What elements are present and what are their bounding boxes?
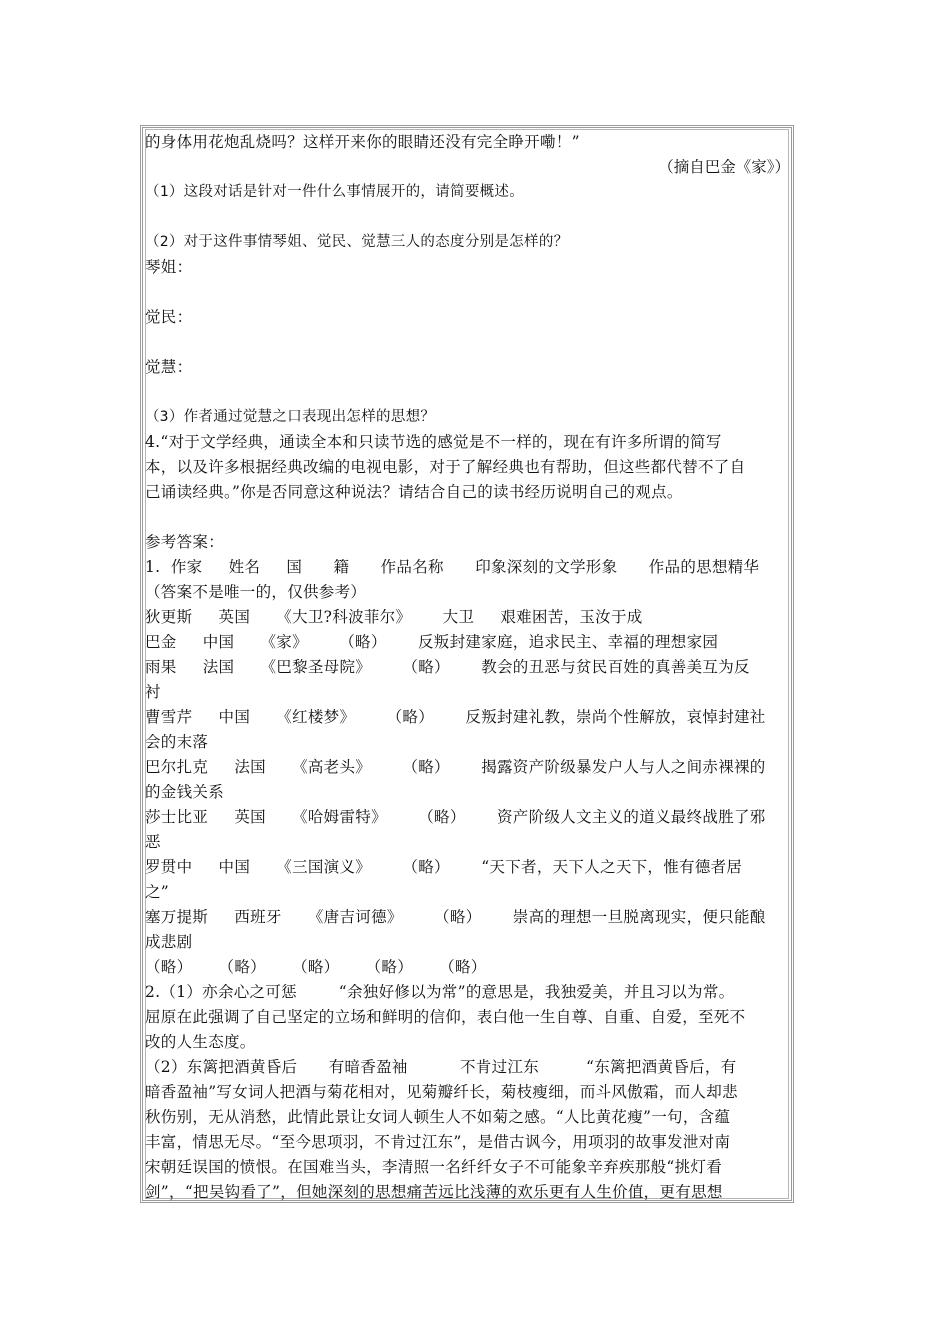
question-4-line: 本，以及许多根据经典改编的电视电影，对于了解经典也有帮助，但这些都代替不了自 (145, 458, 746, 476)
answer-2-line: （2）东篱把酒黄昏后 有暗香盈袖 不肯过江东 “东篱把酒黄昏后，有 (145, 1058, 737, 1076)
answer-note: （答案不是唯一的，仅供参考） (145, 583, 367, 601)
answer-2-line: 暗香盈袖”写女词人把酒与菊花相对，见菊瓣纤长，菊枝瘦细，而斗风傲霜，而人却悲 (145, 1083, 738, 1101)
answer-row: 雨果 法国 《巴黎圣母院》 （略） 教会的丑恶与贫民百姓的真善美互为反 (145, 658, 750, 676)
answer-2-line: 2.（1）亦余心之可惩 “余独好修以为常”的意思是，我独爱美，并且习以为常。 (145, 983, 735, 1001)
answer-row: 莎士比亚 英国 《哈姆雷特》 （略） 资产阶级人文主义的道义最终战胜了邪 (145, 808, 766, 826)
answer-2-line: 秋伤别，无从消愁，此情此景让女词人顿生人不如菊之感。“人比黄花瘦”一句，含蕴 (145, 1108, 731, 1126)
answer-2-line: 宋朝廷误国的愤恨。在国难当头，李清照一名纤纤女子不可能象辛弃疾那般“挑灯看 (145, 1158, 723, 1176)
answer-row-cont: 的金钱关系 (145, 783, 225, 801)
source-citation: （摘自巴金《家》） (658, 158, 790, 176)
answer-row: 罗贯中 中国 《三国演义》 （略） “天下者，天下人之天下，惟有德者居 (145, 858, 743, 876)
question-3: （3）作者通过觉慧之口表现出怎样的思想？ (145, 409, 436, 425)
answer-row: 巴金 中国 《家》 （略） 反叛封建家庭，追求民主、幸福的理想家园 (145, 633, 719, 651)
text-line: 的身体用花炮乱烧吗？这样开来你的眼睛还没有完全睁开嘞！” (145, 133, 580, 151)
answer-row: （略） （略） （略） （略） （略） (145, 958, 487, 976)
question-2: （2）对于这件事情琴姐、觉民、觉慧三人的态度分别是怎样的？ (145, 234, 569, 250)
answer-table-header: 1. 作家 姓名 国 籍 作品名称 印象深刻的文学形象 作品的思想精华 (145, 558, 760, 576)
answer-2-line: 改的人生态度。 (145, 1033, 256, 1051)
question-4-line: 4.“对于文学经典，通读全本和只读节选的感觉是不一样的，现在有许多所谓的简写 (145, 433, 722, 451)
answer-row: 狄更斯 英国 《大卫?科波菲尔》 大卫 艰难困苦，玉汝于成 (145, 608, 643, 626)
answer-row-cont: 之” (145, 883, 170, 901)
answer-2-line: 丰富，情思无尽。“至今思项羽，不肯过江东”，是借古讽今，用项羽的故事发泄对南 (145, 1133, 731, 1151)
answer-label-qinjie: 琴姐： (145, 258, 193, 276)
answer-row-cont: 衬 (145, 683, 161, 701)
answer-row: 巴尔扎克 法国 《高老头》 （略） 揭露资产阶级暴发户人与人之间赤裸裸的 (145, 758, 766, 776)
answer-label-juehui: 觉慧： (145, 358, 193, 376)
question-4-line: 己诵读经典。”你是否同意这种说法？请结合自己的读书经历说明自己的观点。 (145, 483, 683, 501)
answer-row: 塞万提斯 西班牙 《唐吉诃德》 （略） 崇高的理想一旦脱离现实，便只能酿 (145, 908, 766, 926)
answer-label-juemin: 觉民： (145, 308, 193, 326)
answer-row-cont: 成悲剧 (145, 933, 193, 951)
answer-2-line: 屈原在此强调了自己坚定的立场和鲜明的信仰，表白他一生自尊、自重、自爱，至死不 (145, 1008, 746, 1026)
answers-heading: 参考答案： (145, 533, 225, 551)
answer-row: 曹雪芹 中国 《红楼梦》 （略） 反叛封建礼教，崇尚个性解放，哀悼封建社 (145, 708, 766, 726)
answer-row-cont: 会的末落 (145, 733, 209, 751)
answer-2-line: 剑”，“把吴钩看了”，但她深刻的思想痛苦远比浅薄的欢乐更有人生价值，更有思想 (145, 1183, 723, 1201)
answer-row-cont: 恶 (145, 833, 161, 851)
question-1: （1）这段对话是针对一件什么事情展开的，请简要概述。 (145, 184, 525, 200)
